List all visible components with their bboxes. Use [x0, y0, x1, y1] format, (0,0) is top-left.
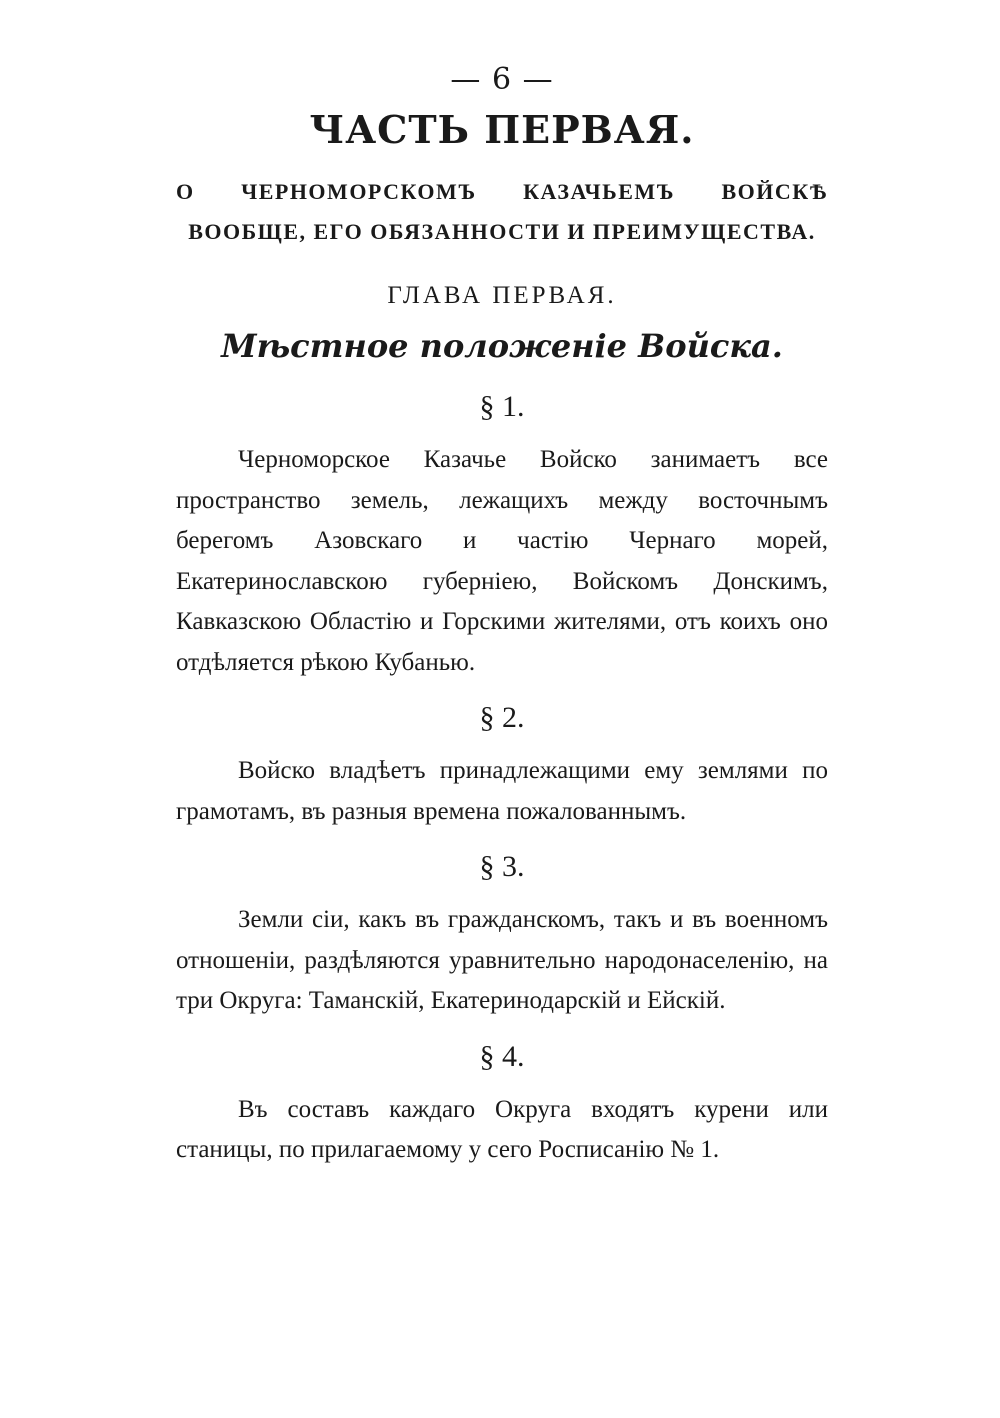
- section-paragraph: Земли сiи, какъ въ гражданскомъ, такъ и въ военномъ отношенiи, раздѣляются уравнительно народонаселенiю, на три Округа: Таманскiй, Екатеринодарскiй и Ейскiй.: [176, 906, 828, 1014]
- section-paragraph: Войско владѣетъ принадлежащими ему землями по грамотамъ, въ разныя времена пожалованнымъ.: [176, 757, 828, 825]
- chapter-subtitle: Мѣстное положенiе Войска.: [221, 327, 783, 365]
- section-sign: § 2.: [479, 701, 525, 734]
- part-subtitle: О ЧЕРНОМОРСКОМЪ КАЗАЧЬЕМЪ ВОЙСКѢ ВООБЩЕ, ЕГО ОБЯЗАННОСТИ И ПРЕИМУЩЕСТВА.: [176, 179, 828, 244]
- section-sign: § 3.: [479, 850, 525, 883]
- chapter-title: ГЛАВА ПЕРВАЯ.: [387, 282, 617, 309]
- section-2: [176, 697, 828, 832]
- section-paragraph: Въ составъ каждаго Округа входятъ курени или станицы, по прилагаемому у сего Росписанiю № 1.: [176, 1095, 828, 1163]
- book-page: [176, 62, 828, 1185]
- section-3: [176, 846, 828, 1022]
- section-paragraph: Черноморское Казачье Войско занимаетъ все пространство земель, лежащихъ между восточнымъ берегомъ Азовскаго и частiю Чернаго морей, Екатеринославскою губернiею, Войскомъ Донскимъ, Кавказскою Областiю и Горскими жителями, отъ коихъ оно отдѣляется рѣкою Кубанью.: [176, 446, 828, 676]
- section-sign: § 1.: [479, 390, 525, 423]
- section-1: [176, 386, 828, 683]
- page-number: — 6 —: [450, 62, 554, 97]
- part-title: ЧАСТЬ ПЕРВАЯ.: [309, 107, 695, 152]
- section-4: [176, 1036, 828, 1171]
- section-sign: § 4.: [479, 1039, 525, 1073]
